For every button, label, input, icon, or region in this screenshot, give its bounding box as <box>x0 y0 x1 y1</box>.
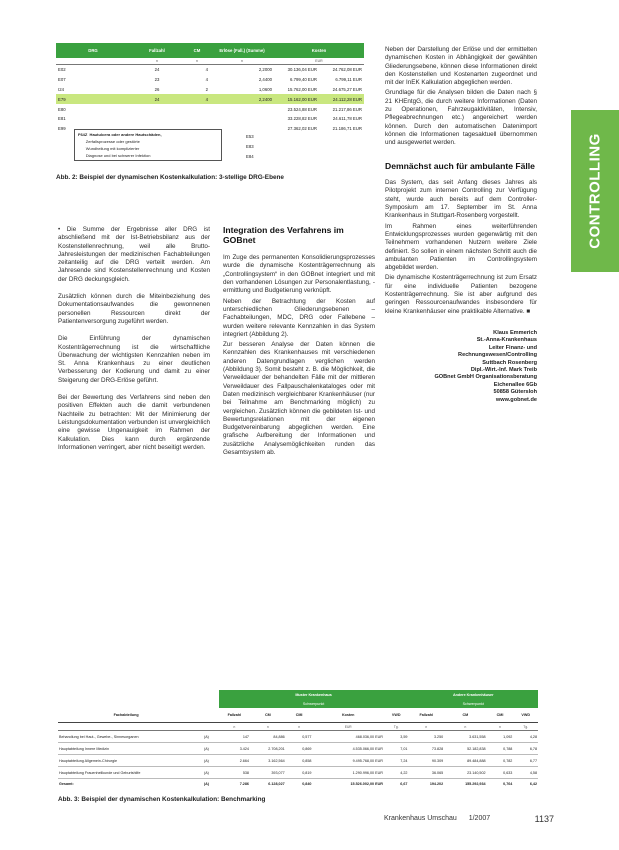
table-row[interactable]: E02 24 4 2,2000 30.136,04 EUR 24.762,08 EUR <box>58 67 362 73</box>
col-header: Fallzahl <box>219 708 250 723</box>
col-header: DRG <box>56 43 130 58</box>
page-footer <box>384 815 554 822</box>
col-header: CM <box>444 708 486 723</box>
paragraph: Die Einführung der dynamischen Kostenträgerrechnung ist die wirtschaftliche Überwachung der wichtigsten Kennzahlen neben im St. Anna Krankenhaus zu einer deutlichen Verbesserung der Kodierung und damit zu einer Steigerung der DRG-Erlöse geführt. <box>58 335 210 384</box>
unit-label: n <box>130 58 184 65</box>
tooltip-line: Diagnose und bei schwerer Infektion <box>78 153 151 158</box>
paragraph: Neben der Darstellung der Erlöse und der ermittelten dynamischen Kosten in Abhängigkeit der gewählten Gliederungsebene, können diese Informationen direkt den Kostenstellen und Kostenarten zugeordnet und mit der InEK Kalkulation abgeglichen werden. <box>385 46 537 87</box>
table-row[interactable]: Hauptabteilung Frauenheilkunde und Geburtshilfe (A) 538 393,077 0,819 1.290.996,00 EUR 4,22 36.065 23.140,502 0,633 4,58 <box>58 767 538 779</box>
paragraph: Zur besseren Analyse der Daten können die Kennzahlen des Krankenhauses mit verschiedenen anderen Datengrundlagen verglichen werden (Abbildung 3). Somit besteht z. B. die Möglichkeit, die Verweildauer der behandelten Fälle mit der mittleren Verweildauer des Fallpauschalenkataloges oder mit Daten medizinisch vergleichbarer Krankenhäuser (nur bei Teilnahme am Benchmarking möglich) zu vergleichen. Zusätzlich können die gebildeten Ist- und Bewertungsrelationen mit der eigenen Budgetvereinbarung abgeglichen werden. Eine grafische Aufbereitung der Informationen und zusätzliche Analysemöglichkeiten runden das Gesamtsystem ab. <box>223 341 375 457</box>
journal-name: Krankenhaus Umschau <box>384 815 457 822</box>
figure-caption: Abb. 3: Beispiel der dynamischen Kostenkalkulation: Benchmarking <box>58 796 266 803</box>
table-row[interactable]: E07 23 4 2,4400 6.799,40 EUR 6.799,11 EUR <box>58 77 362 83</box>
col-header: CMI <box>487 708 514 723</box>
col-header: VWD <box>384 708 409 723</box>
group-header: Andere Krankenhäuser <box>408 690 538 700</box>
table-drg <box>56 43 364 159</box>
table-benchmarking: Muster Krankenhaus Andere Krankenhäuser Schwerpunkt Schwerpunkt Fachabteilung Fallzahl CM CMI Kosten VWD Fallzahl CM CMI VWD n n n EUR Tg. n n n Tg. Behandlung bei Haut-, Gewebe-, Sinnesorganen (A) 147 84,886 0,577 468.036,00 EUR 3,59 3.250 3.631,558 1,092 4,28 Hauptabteilung Innere Medizin (A) 3.424 2.708,201 0,869 4.535.066,00 EUR 7,01 73.828 52.182,838 0,788 6,78 Hauptabteilung Allgemein-Chirurgie (A) 2.664 3.162,564 0,858 9.495.768,00 EUR 7,24 90.309 89.484,888 0,782 6,77 Hauptabteilung Frauenheilkunde und Geburtshilfe (A) 538 393,077 0,819 1.290.996,00 EUR 4,22 36.065 23.140,502 0,633 4,58 Gesamt: (A) 7.286 6.128,027 0,840 15.526.002,00 EUR 6,67 194.202 155.292,934 0,764 6,42 <box>58 690 538 789</box>
paragraph: Bei der Bewertung des Verfahrens sind neben den positiven Effekten auch die damit verbundenen Nachteile zu betrachten: Mit der Minimierung der Leistungsdokumentation verbunden ist unvergleichlich eine gewisse Ungenauigkeit im Rahmen der Kalkulation. Dies kann durch ergänzende Informationen verringert, aber nicht beseitigt werden. <box>58 394 210 451</box>
unit-label: n <box>210 58 274 65</box>
col-header: Fachabteilung <box>58 708 194 723</box>
section-heading: Integration des Verfahrens im GOBnet <box>223 225 344 245</box>
tooltip-line: F64Z Hautulcera oder andere Hautschäden, <box>78 132 162 137</box>
col-header: Kosten <box>274 43 364 58</box>
drg-tooltip-popup <box>74 129 222 161</box>
col-header: Erlöse (Fall.) (Summe) <box>210 43 274 58</box>
drilldown-link[interactable]: (A) <box>194 767 219 779</box>
table-row[interactable]: Behandlung bei Haut-, Gewebe-, Sinnesorganen (A) 147 84,886 0,577 468.036,00 EUR 3,59 3.250 3.631,558 1,092 4,28 <box>58 731 538 743</box>
unit-label: EUR <box>274 58 364 65</box>
section-tab-label: CONTROLLING <box>586 133 604 249</box>
figure-caption: Abb. 2: Beispiel der dynamischen Kostenkalkulation: 3-stellige DRG-Ebene <box>56 174 284 181</box>
unit-label: n <box>184 58 210 65</box>
paragraph: Neben der Betrachtung der Kosten auf unterschiedlichen Gliederungsebenen – Fachabteilungen, MDC, DRG oder Fallebene – wurden weitere relevante Kennzahlen in das System integriert (Abbildung 2). <box>223 297 375 338</box>
drilldown-link[interactable]: (A) <box>194 743 219 755</box>
column-2 <box>223 226 375 457</box>
sub-header: Schwerpunkt <box>408 700 538 708</box>
paragraph: Das System, das seit Anfang dieses Jahres als Pilotprojekt zum internen Controlling zur Verfügung steht, wurde auch bereits auf dem Controller-Symposium am 17. September im St. Anna Krankenhaus in Stuttgart-Rosenberg vorgestellt. <box>385 179 537 220</box>
drg-code-list: E53 E83 E84 <box>246 134 254 159</box>
col-header: CM <box>184 43 210 58</box>
table-row[interactable]: Hauptabteilung Innere Medizin (A) 3.424 2.708,201 0,869 4.535.066,00 EUR 7,01 73.828 52.182,838 0,788 6,78 <box>58 743 538 755</box>
drilldown-link[interactable]: (A) <box>194 755 219 767</box>
table-row[interactable]: E99 27.362,02 EUR 21.186,71 EUR <box>58 126 362 132</box>
col-header: CMI <box>286 708 313 723</box>
section-heading: Demnächst auch für ambulante Fälle <box>385 160 535 171</box>
page-number: 1137 <box>534 814 554 824</box>
section-tab <box>571 110 619 272</box>
col-header: Kosten <box>312 708 383 723</box>
group-header: Muster Krankenhaus <box>219 690 409 700</box>
sub-header: Schwerpunkt <box>219 700 409 708</box>
column-1 <box>58 226 210 452</box>
table-row[interactable]: Hauptabteilung Allgemein-Chirurgie (A) 2.664 3.162,564 0,858 9.495.768,00 EUR 7,24 90.309 89.484,888 0,782 6,77 <box>58 755 538 767</box>
col-header: VWD <box>513 708 538 723</box>
drilldown-link[interactable]: (A) <box>194 731 219 743</box>
tooltip-line: Zerfallsprozesse oder gestörte <box>78 139 140 144</box>
drilldown-link[interactable]: (A) <box>203 782 209 786</box>
table-row[interactable]: E80 23.524,88 EUR 21.217,86 EUR <box>58 106 362 112</box>
issue-number: 1/2007 <box>468 815 491 822</box>
table-total-row: Gesamt: (A) 7.286 6.128,027 0,840 15.526.002,00 EUR 6,67 194.202 155.292,934 0,764 6,42 <box>58 779 538 790</box>
column-3 <box>385 46 537 404</box>
paragraph: Im Rahmen eines weiterführenden Entwicklungsprozesses wurden gegenwärtig mit den Teilnehmern vorhandenen Nutzern weitere Ziele definiert. So sollen in einem nächsten Schritt auch die ambulanten Patienten im Controllingsystem abgebildet werden. <box>385 222 537 272</box>
tooltip-line: Wundheilung mit komplizierter <box>78 146 140 151</box>
table-row[interactable]: I24 26 2 1,0600 15.762,00 EUR 24.675,27 EUR <box>58 86 362 92</box>
col-header: CM <box>250 708 286 723</box>
paragraph: • Die Summe der Ergebnisse aller DRG ist abschließend mit der Ist-Betriebsbilanz aus der Kostenstellenrechnung, weil alle Brutto-Jahresleistungen der medizinischen Fachabteilungen zeitanteilig auf die DRG verteilt werden. Am Jahresende sind Kostenstellenrechnung und Kosten der DRG deckungsgleich. <box>58 226 210 283</box>
paragraph: Grundlage für die Analysen bilden die Daten nach § 21 KHEntgG, die durch weitere Informationen (Daten zu Operationen, Fahrzeugaktivitäten, Intensiv, Pflegeabrechnungen etc.) angereichert werden können. Durch den automatischen Datenimport können die Informationen tagesaktuell übernommen und ausgewertet werden. <box>385 89 537 147</box>
paragraph: Die dynamische Kostenträgerrechnung ist zum Ersatz für eine individuelle Patienten bezogene Kostenträgerrechnung. Sie ist aber aufgrund des geringen Ressourcenaufwandes insbesondere für kleine Krankenhäuser eine praktikable Alternative. ■ <box>385 274 537 315</box>
col-header: Fallzahl <box>408 708 444 723</box>
table-row[interactable]: E81 33.228,82 EUR 24.611,78 EUR <box>58 116 362 122</box>
table-row-highlighted[interactable]: E79 24 4 2,2400 15.162,00 EUR 24.112,28 EUR <box>56 94 364 104</box>
author-signature: Klaus Emmerich St.-Anna-Krankenhaus Leiter Finanz- und Rechnungswesen/Controlling Suttbach Rosenberg Dipl.-Wirt.-Inf. Mark Treib GOBnet GmbH Organisationsberatung Eichenallee 6Gb 50858 Gütersloh www.gobnet.de <box>434 329 537 403</box>
paragraph: Zusätzlich können durch die Miteinbeziehung des Dokumentationsaufwandes die gewonnenen personellen Ressourcen direkt der Patientenversorgung zugeführt werden. <box>58 293 210 325</box>
col-header: Fallzahl <box>130 43 184 58</box>
paragraph: Im Zuge des permanenten Konsolidierungsprozesses wurde die dynamische Kostenträgerrechnung als „Controllingsystem“ in den GOBnet integriert und mit den vorhandenen Lösungen zur Personalentlastung, -ermittlung und Budgetierung verknüpft. <box>223 254 375 295</box>
